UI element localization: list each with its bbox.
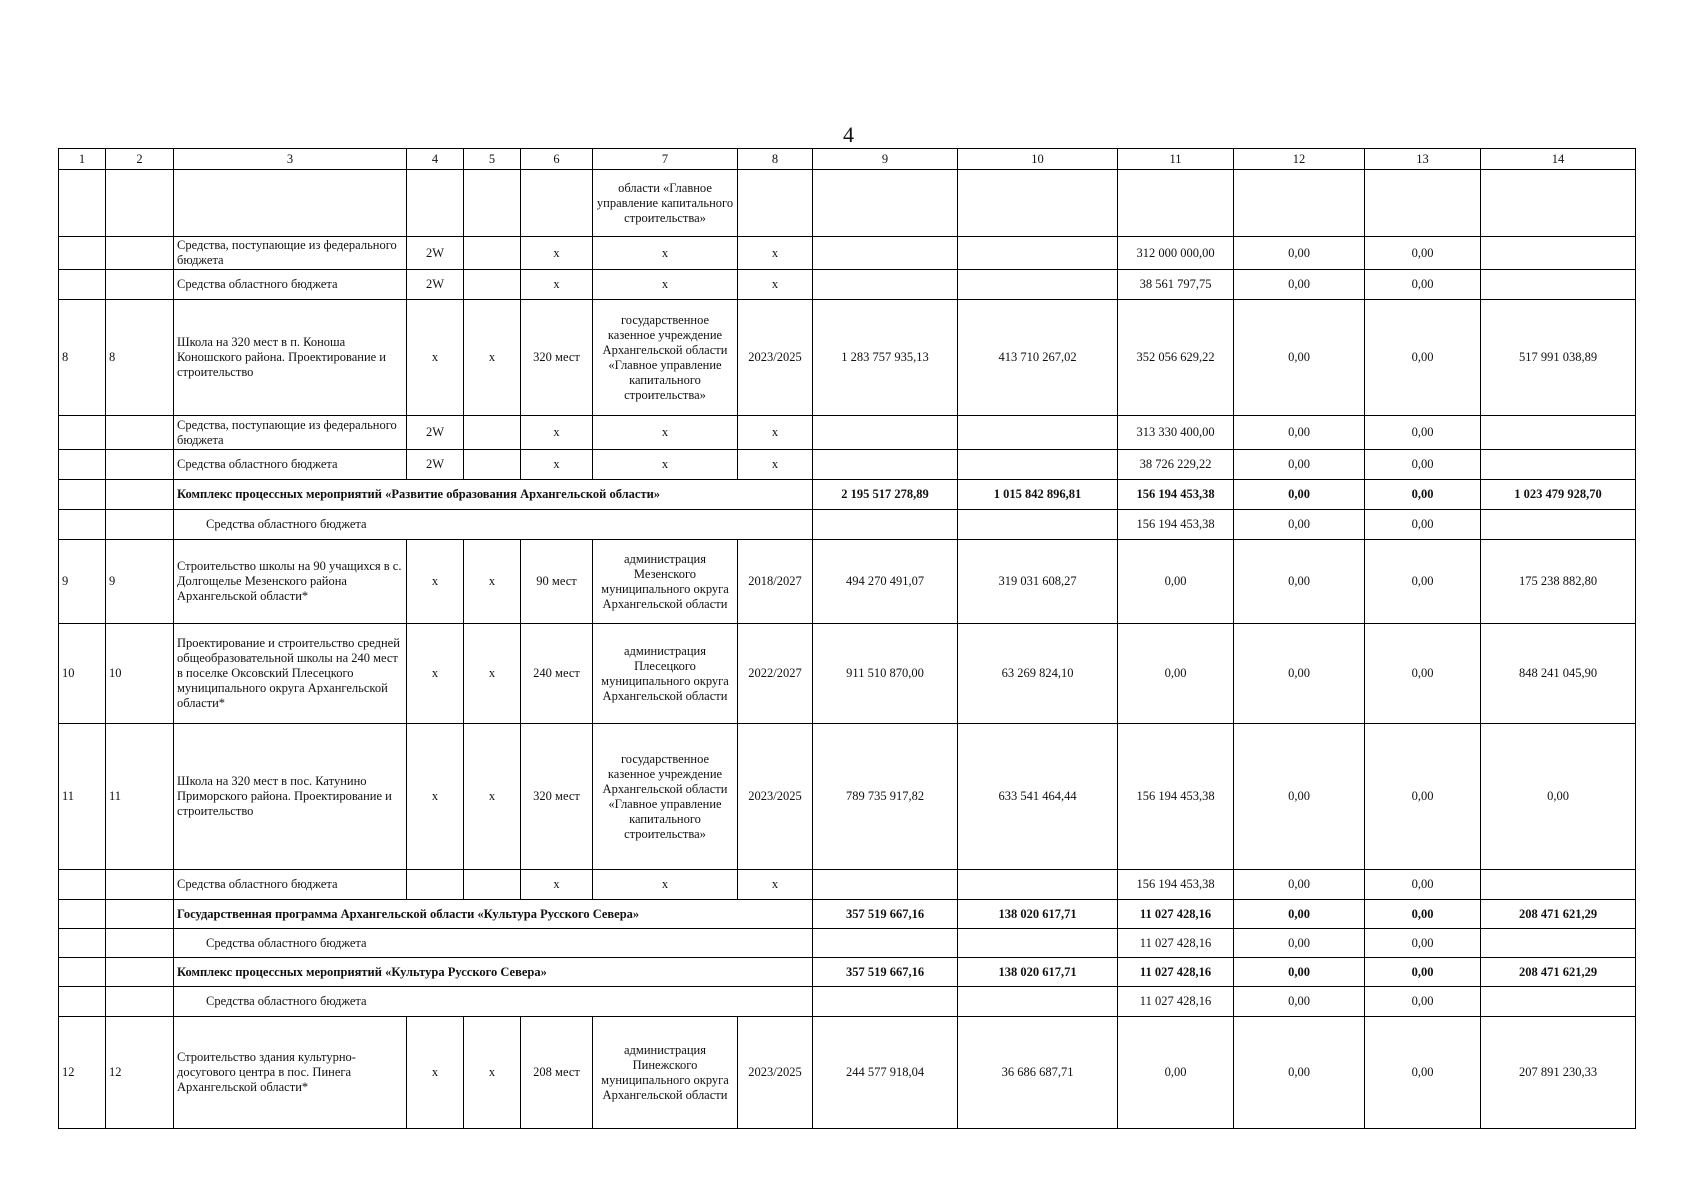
code-cell: х [464, 624, 521, 724]
code-cell: 2W [407, 416, 464, 450]
column-header: 8 [738, 149, 813, 170]
amount-cell: 357 519 667,16 [813, 900, 958, 929]
capacity-cell: 90 мест [521, 540, 593, 624]
amount-cell: 0,00 [1365, 300, 1481, 416]
amount-cell: 0,00 [1234, 237, 1365, 270]
column-header: 6 [521, 149, 593, 170]
name-cell: Проектирование и строительство средней общеобразовательной школы на 240 мест в поселке Оксовский Плесецкого муниципального округа Архангельской области* [174, 624, 407, 724]
cell [407, 170, 464, 237]
row-number-cell: 9 [59, 540, 106, 624]
cell [59, 170, 106, 237]
cell [1481, 416, 1636, 450]
executor-cell: х [593, 270, 738, 300]
table-row [59, 510, 1636, 540]
amount-cell: 0,00 [1365, 929, 1481, 958]
cell [958, 237, 1118, 270]
capacity-cell: 240 мест [521, 624, 593, 724]
amount-cell: 0,00 [1234, 929, 1365, 958]
amount-cell: 0,00 [1234, 900, 1365, 929]
code-cell: х [407, 724, 464, 870]
amount-cell: 0,00 [1234, 510, 1365, 540]
cell [59, 480, 106, 510]
period-cell: 2023/2025 [738, 1017, 813, 1129]
cell [1365, 170, 1481, 237]
executor-cell: администрация Плесецкого муниципального округа Архангельской области [593, 624, 738, 724]
code-cell: х [407, 1017, 464, 1129]
cell [1481, 929, 1636, 958]
code-cell: х [407, 540, 464, 624]
table-row [59, 1017, 1636, 1129]
cell [407, 870, 464, 900]
name-cell: Средства областного бюджета [174, 987, 813, 1017]
cell [813, 510, 958, 540]
period-cell: 2023/2025 [738, 300, 813, 416]
amount-cell: 0,00 [1365, 540, 1481, 624]
column-header: 10 [958, 149, 1118, 170]
cell [1481, 270, 1636, 300]
code-cell: х [464, 724, 521, 870]
cell [1481, 450, 1636, 480]
cell [106, 929, 174, 958]
table-row [59, 300, 1636, 416]
cell [813, 270, 958, 300]
column-header: 2 [106, 149, 174, 170]
code-cell: х [464, 300, 521, 416]
budget-table [58, 148, 1636, 1129]
period-cell: х [738, 237, 813, 270]
period-cell: х [738, 270, 813, 300]
amount-cell: 312 000 000,00 [1118, 237, 1234, 270]
executor-cell: администрация Мезенского муниципального округа Архангельской области [593, 540, 738, 624]
summary-title-cell: Комплекс процессных мероприятий «Культура Русского Севера» [174, 958, 813, 987]
amount-cell: 0,00 [1234, 724, 1365, 870]
amount-cell: 208 471 621,29 [1481, 900, 1636, 929]
page-number: 4 [843, 122, 854, 147]
table-row [59, 170, 1636, 237]
cell [464, 450, 521, 480]
row-number-cell: 9 [106, 540, 174, 624]
amount-cell: 11 027 428,16 [1118, 900, 1234, 929]
amount-cell: 63 269 824,10 [958, 624, 1118, 724]
row-number-cell: 11 [106, 724, 174, 870]
amount-cell: 313 330 400,00 [1118, 416, 1234, 450]
summary-row [59, 958, 1636, 987]
code-cell: х [407, 624, 464, 724]
table-row [59, 724, 1636, 870]
cell [59, 270, 106, 300]
cell [1481, 170, 1636, 237]
cell [1481, 237, 1636, 270]
summary-title-cell: Комплекс процессных мероприятий «Развитие образования Архангельской области» [174, 480, 813, 510]
cell [958, 416, 1118, 450]
column-number-row [59, 149, 1636, 170]
code-cell: х [464, 540, 521, 624]
table-row [59, 624, 1636, 724]
amount-cell: 0,00 [1365, 510, 1481, 540]
amount-cell: 352 056 629,22 [1118, 300, 1234, 416]
row-number-cell: 11 [59, 724, 106, 870]
amount-cell: 0,00 [1365, 480, 1481, 510]
amount-cell: 911 510 870,00 [813, 624, 958, 724]
amount-cell: 156 194 453,38 [1118, 724, 1234, 870]
cell [1481, 510, 1636, 540]
column-header: 7 [593, 149, 738, 170]
amount-cell: 156 194 453,38 [1118, 510, 1234, 540]
row-number-cell: 12 [59, 1017, 106, 1129]
cell [59, 929, 106, 958]
amount-cell: 0,00 [1234, 480, 1365, 510]
capacity-cell: 208 мест [521, 1017, 593, 1129]
code-cell: х [407, 300, 464, 416]
amount-cell: 207 891 230,33 [1481, 1017, 1636, 1129]
table-row [59, 870, 1636, 900]
cell [59, 958, 106, 987]
cell [1234, 170, 1365, 237]
amount-cell: 208 471 621,29 [1481, 958, 1636, 987]
cell [464, 270, 521, 300]
cell [958, 450, 1118, 480]
amount-cell: 0,00 [1234, 987, 1365, 1017]
amount-cell: 848 241 045,90 [1481, 624, 1636, 724]
column-header: 1 [59, 149, 106, 170]
cell [958, 929, 1118, 958]
amount-cell: 156 194 453,38 [1118, 870, 1234, 900]
code-cell: 2W [407, 270, 464, 300]
cell [464, 170, 521, 237]
cell [1481, 870, 1636, 900]
name-cell: Средства, поступающие из федерального бюджета [174, 416, 407, 450]
name-cell: Средства областного бюджета [174, 870, 407, 900]
cell [1118, 170, 1234, 237]
capacity-cell: 320 мест [521, 724, 593, 870]
column-header: 11 [1118, 149, 1234, 170]
amount-cell: 0,00 [1234, 540, 1365, 624]
executor-cell: государственное казенное учреждение Архангельской области «Главное управление капитального строительства» [593, 724, 738, 870]
executor-cell: области «Главное управление капитального строительства» [593, 170, 738, 237]
cell [106, 987, 174, 1017]
period-cell: 2022/2027 [738, 624, 813, 724]
cell [106, 237, 174, 270]
amount-cell: 633 541 464,44 [958, 724, 1118, 870]
column-header: 9 [813, 149, 958, 170]
amount-cell: 789 735 917,82 [813, 724, 958, 870]
amount-cell: 0,00 [1481, 724, 1636, 870]
cell [106, 170, 174, 237]
cell [521, 170, 593, 237]
cell [813, 416, 958, 450]
row-number-cell: 10 [106, 624, 174, 724]
name-cell: Школа на 320 мест в пос. Катунино Приморского района. Проектирование и строительство [174, 724, 407, 870]
amount-cell: 156 194 453,38 [1118, 480, 1234, 510]
amount-cell: 0,00 [1365, 870, 1481, 900]
cell [106, 270, 174, 300]
amount-cell: 0,00 [1365, 987, 1481, 1017]
amount-cell: 0,00 [1118, 540, 1234, 624]
cell [59, 416, 106, 450]
cell [106, 958, 174, 987]
name-cell: Строительство здания культурно-досугового центра в пос. Пинега Архангельской области* [174, 1017, 407, 1129]
cell [813, 987, 958, 1017]
cell [813, 170, 958, 237]
cell [958, 170, 1118, 237]
column-header: 12 [1234, 149, 1365, 170]
amount-cell: 0,00 [1365, 958, 1481, 987]
cell [106, 510, 174, 540]
amount-cell: 0,00 [1234, 958, 1365, 987]
capacity-cell: х [521, 870, 593, 900]
cell [59, 510, 106, 540]
amount-cell: 138 020 617,71 [958, 958, 1118, 987]
amount-cell: 0,00 [1234, 300, 1365, 416]
cell [106, 450, 174, 480]
cell [59, 870, 106, 900]
cell [1481, 987, 1636, 1017]
cell [738, 170, 813, 237]
amount-cell: 0,00 [1118, 1017, 1234, 1129]
amount-cell: 357 519 667,16 [813, 958, 958, 987]
amount-cell: 0,00 [1234, 450, 1365, 480]
executor-cell: х [593, 450, 738, 480]
amount-cell: 11 027 428,16 [1118, 958, 1234, 987]
cell [464, 870, 521, 900]
row-number-cell: 8 [106, 300, 174, 416]
amount-cell: 0,00 [1234, 270, 1365, 300]
cell [59, 987, 106, 1017]
executor-cell: х [593, 870, 738, 900]
cell [958, 510, 1118, 540]
amount-cell: 2 195 517 278,89 [813, 480, 958, 510]
cell [106, 416, 174, 450]
table-row [59, 416, 1636, 450]
capacity-cell: х [521, 450, 593, 480]
capacity-cell: х [521, 270, 593, 300]
amount-cell: 0,00 [1365, 1017, 1481, 1129]
amount-cell: 0,00 [1365, 450, 1481, 480]
cell [106, 870, 174, 900]
amount-cell: 0,00 [1365, 416, 1481, 450]
column-header: 13 [1365, 149, 1481, 170]
name-cell: Средства областного бюджета [174, 270, 407, 300]
cell [813, 929, 958, 958]
period-cell: 2023/2025 [738, 724, 813, 870]
amount-cell: 36 686 687,71 [958, 1017, 1118, 1129]
table-row [59, 540, 1636, 624]
cell [464, 237, 521, 270]
name-cell: Средства областного бюджета [174, 929, 813, 958]
amount-cell: 319 031 608,27 [958, 540, 1118, 624]
amount-cell: 517 991 038,89 [1481, 300, 1636, 416]
cell [813, 450, 958, 480]
amount-cell: 0,00 [1118, 624, 1234, 724]
row-number-cell: 10 [59, 624, 106, 724]
table-row [59, 929, 1636, 958]
cell [464, 416, 521, 450]
period-cell: х [738, 416, 813, 450]
amount-cell: 0,00 [1234, 870, 1365, 900]
capacity-cell: х [521, 416, 593, 450]
amount-cell: 1 283 757 935,13 [813, 300, 958, 416]
amount-cell: 0,00 [1234, 416, 1365, 450]
name-cell: Средства областного бюджета [174, 510, 813, 540]
table-row [59, 450, 1636, 480]
code-cell: 2W [407, 450, 464, 480]
executor-cell: государственное казенное учреждение Архангельской области «Главное управление капитального строительства» [593, 300, 738, 416]
cell [174, 170, 407, 237]
amount-cell: 0,00 [1365, 270, 1481, 300]
column-header: 14 [1481, 149, 1636, 170]
amount-cell: 0,00 [1365, 237, 1481, 270]
cell [958, 270, 1118, 300]
cell [813, 237, 958, 270]
period-cell: х [738, 870, 813, 900]
amount-cell: 1 015 842 896,81 [958, 480, 1118, 510]
amount-cell: 1 023 479 928,70 [1481, 480, 1636, 510]
amount-cell: 0,00 [1365, 724, 1481, 870]
cell [106, 900, 174, 929]
cell [59, 450, 106, 480]
capacity-cell: х [521, 237, 593, 270]
amount-cell: 0,00 [1365, 624, 1481, 724]
name-cell: Средства областного бюджета [174, 450, 407, 480]
name-cell: Строительство школы на 90 учащихся в с. Долгощелье Мезенского района Архангельской области* [174, 540, 407, 624]
table-row [59, 987, 1636, 1017]
summary-title-cell: Государственная программа Архангельской области «Культура Русского Севера» [174, 900, 813, 929]
amount-cell: 413 710 267,02 [958, 300, 1118, 416]
code-cell: х [464, 1017, 521, 1129]
capacity-cell: 320 мест [521, 300, 593, 416]
table-row [59, 237, 1636, 270]
column-header: 3 [174, 149, 407, 170]
column-header: 5 [464, 149, 521, 170]
amount-cell: 0,00 [1234, 624, 1365, 724]
amount-cell: 38 726 229,22 [1118, 450, 1234, 480]
executor-cell: администрация Пинежского муниципального округа Архангельской области [593, 1017, 738, 1129]
period-cell: 2018/2027 [738, 540, 813, 624]
cell [958, 987, 1118, 1017]
amount-cell: 11 027 428,16 [1118, 987, 1234, 1017]
cell [59, 237, 106, 270]
amount-cell: 0,00 [1365, 900, 1481, 929]
cell [958, 870, 1118, 900]
column-header: 4 [407, 149, 464, 170]
amount-cell: 175 238 882,80 [1481, 540, 1636, 624]
executor-cell: х [593, 416, 738, 450]
code-cell: 2W [407, 237, 464, 270]
summary-row [59, 480, 1636, 510]
amount-cell: 138 020 617,71 [958, 900, 1118, 929]
amount-cell: 244 577 918,04 [813, 1017, 958, 1129]
executor-cell: х [593, 237, 738, 270]
name-cell: Средства, поступающие из федерального бюджета [174, 237, 407, 270]
cell [813, 870, 958, 900]
row-number-cell: 12 [106, 1017, 174, 1129]
amount-cell: 494 270 491,07 [813, 540, 958, 624]
cell [59, 900, 106, 929]
summary-row [59, 900, 1636, 929]
name-cell: Школа на 320 мест в п. Коноша Коношского района. Проектирование и строительство [174, 300, 407, 416]
amount-cell: 11 027 428,16 [1118, 929, 1234, 958]
cell [106, 480, 174, 510]
table-row [59, 270, 1636, 300]
row-number-cell: 8 [59, 300, 106, 416]
amount-cell: 0,00 [1234, 1017, 1365, 1129]
amount-cell: 38 561 797,75 [1118, 270, 1234, 300]
period-cell: х [738, 450, 813, 480]
